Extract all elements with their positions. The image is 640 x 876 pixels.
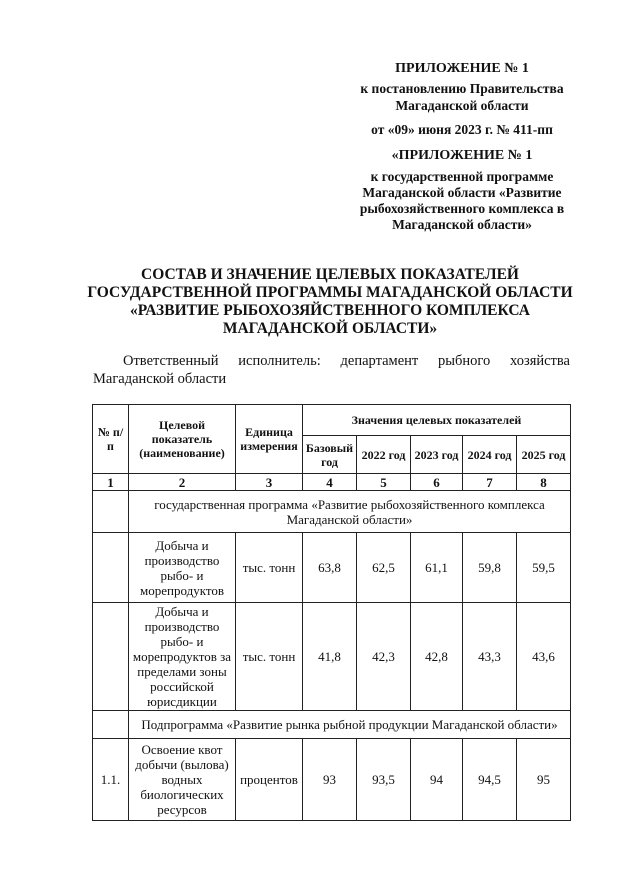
- appendix-1-date: от «09» июня 2023 г. № 411-пп: [371, 122, 553, 137]
- row-indicator-name: Добыча и производство рыбо- и морепродуктов за пределами зоны российской юрисдикции: [129, 603, 236, 711]
- row-value-2023: 61,1: [411, 533, 463, 603]
- row-value-2025: 43,6: [517, 603, 571, 711]
- table-row: [93, 739, 571, 821]
- appendix-1-title: ПРИЛОЖЕНИЕ № 1: [395, 61, 529, 76]
- row-num: 1.1.: [93, 739, 129, 821]
- row-value-base: 93: [303, 739, 357, 821]
- responsible-word-2: исполнитель:: [238, 353, 321, 369]
- row-value-2025: 95: [517, 739, 571, 821]
- row-value-2024: 43,3: [463, 603, 517, 711]
- row-value-base: 41,8: [303, 603, 357, 711]
- responsible-line-2: Магаданской области: [93, 371, 227, 387]
- header-num: № п/п: [93, 405, 129, 474]
- appendix-2-program: к государственной программе Магаданской области «Развитие рыбохозяйственного комплекса в Магаданской области»: [359, 169, 565, 232]
- table-row: [93, 533, 571, 603]
- row-num: [93, 603, 129, 711]
- header-2025: 2025 год: [517, 436, 571, 474]
- responsible-executor: [93, 352, 570, 388]
- col-number: 3: [236, 474, 303, 491]
- header-2024: 2024 год: [463, 436, 517, 474]
- appendix-1-decree: к постановлению Правительства Магаданской области: [360, 81, 564, 113]
- indicators-table: [92, 404, 571, 821]
- section-num: [93, 491, 129, 533]
- header-base-year: Базовый год: [303, 436, 357, 474]
- row-indicator-name: Добыча и производство рыбо- и морепродуктов: [129, 533, 236, 603]
- row-value-2023: 94: [411, 739, 463, 821]
- col-number: 2: [129, 474, 236, 491]
- responsible-word-5: хозяйства: [510, 353, 570, 369]
- row-value-2023: 42,8: [411, 603, 463, 711]
- appendix-2-title: «ПРИЛОЖЕНИЕ № 1: [391, 148, 533, 163]
- header-2022: 2022 год: [357, 436, 411, 474]
- responsible-word-3: департамент: [340, 353, 419, 369]
- col-number: 8: [517, 474, 571, 491]
- row-unit: тыс. тонн: [236, 533, 303, 603]
- row-value-2022: 62,5: [357, 533, 411, 603]
- section-subprogram: Подпрограмма «Развитие рынка рыбной продукции Магаданской области»: [129, 711, 571, 739]
- appendix-2-block: [357, 147, 567, 233]
- col-number: 4: [303, 474, 357, 491]
- responsible-word-4: рыбного: [438, 353, 491, 369]
- row-value-2022: 42,3: [357, 603, 411, 711]
- responsible-word-1: Ответственный: [123, 353, 219, 369]
- col-number: 6: [411, 474, 463, 491]
- document-title: СОСТАВ И ЗНАЧЕНИЕ ЦЕЛЕВЫХ ПОКАЗАТЕЛЕЙ ГОСУДАРСТВЕННОЙ ПРОГРАММЫ МАГАДАНСКОЙ ОБЛАСТИ «РАЗВИТИЕ РЫБОХОЗЯЙСТВЕННОГО КОМПЛЕКСА МАГАДАНСКОЙ ОБЛАСТИ»: [87, 266, 573, 337]
- col-number: 1: [93, 474, 129, 491]
- row-unit: процентов: [236, 739, 303, 821]
- row-value-2024: 59,8: [463, 533, 517, 603]
- col-number: 5: [357, 474, 411, 491]
- header-values: Значения целевых показателей: [303, 405, 571, 436]
- row-indicator-name: Освоение квот добычи (вылова) водных биологических ресурсов: [129, 739, 236, 821]
- table-row: [93, 603, 571, 711]
- appendix-1-block: [357, 60, 567, 138]
- row-num: [93, 533, 129, 603]
- header-indicator: Целевой показатель (наименование): [129, 405, 236, 474]
- col-number: 7: [463, 474, 517, 491]
- row-value-base: 63,8: [303, 533, 357, 603]
- header-unit: Единица измерения: [236, 405, 303, 474]
- row-value-2024: 94,5: [463, 739, 517, 821]
- header-2023: 2023 год: [411, 436, 463, 474]
- section-num: [93, 711, 129, 739]
- row-unit: тыс. тонн: [236, 603, 303, 711]
- section-program: государственная программа «Развитие рыбохозяйственного комплекса Магаданской области»: [129, 491, 571, 533]
- row-value-2025: 59,5: [517, 533, 571, 603]
- row-value-2022: 93,5: [357, 739, 411, 821]
